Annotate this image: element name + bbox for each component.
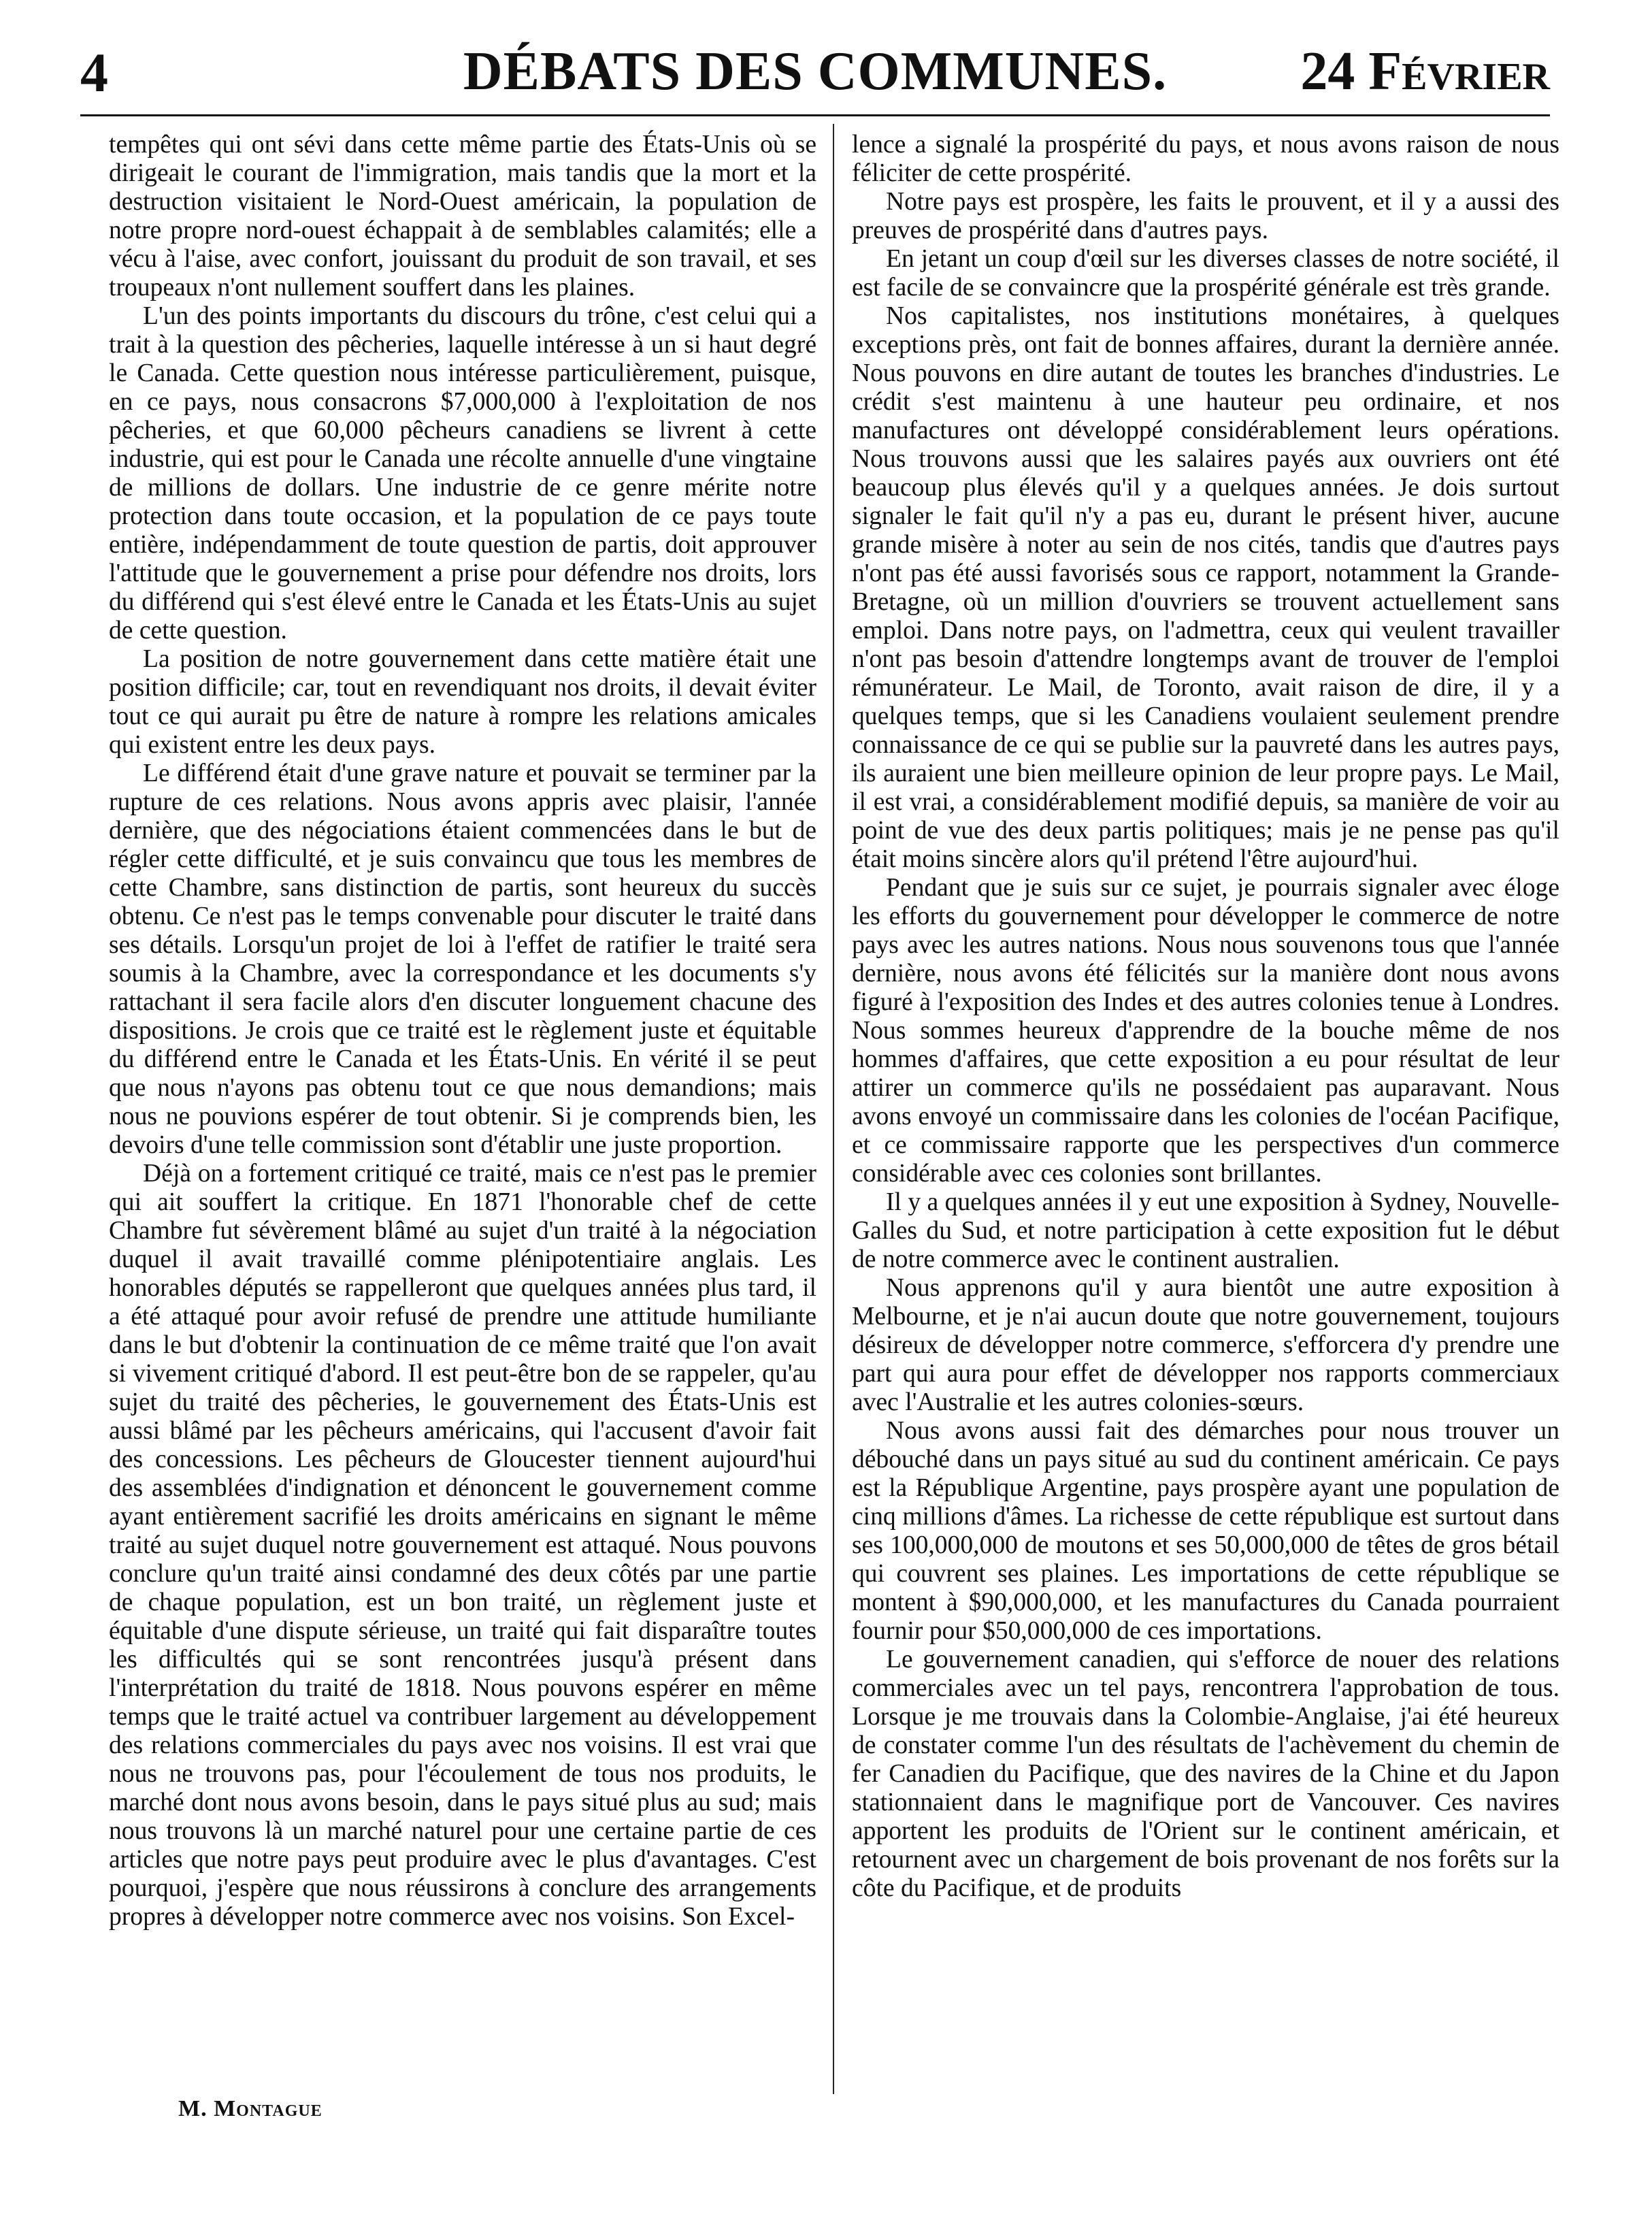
- paragraph: Notre pays est prospère, les faits le prouvent, et il y a aussi des preuves de prospérité dans d'autres pays.: [852, 188, 1559, 244]
- column-divider: [833, 124, 834, 2094]
- paragraph: La position de notre gouvernement dans cette matière était une position difficile; car, tout en revendiquant nos droits, il devait éviter tout ce qui aurait pu être de nature à rompre les relations amicales qui existent entre les deux pays.: [109, 645, 816, 759]
- paragraph: Déjà on a fortement critiqué ce traité, mais ce n'est pas le premier qui ait souffert la critique. En 1871 l'honorable chef de cette Chambre fut sévèrement blâmé au sujet d'un traité à la négociation duquel il avait travaillé comme plénipotentiaire anglais. Les honorables députés se rappelleront que quelques années plus tard, il a été attaqué pour avoir refusé de prendre une attitude humiliante dans le but d'obtenir la continuation de ce même traité que l'on avait si vivement critiqué d'abord. Il est peut-être bon de se rappeler, qu'au sujet du traité des pêcheries, le gouvernement des États-Unis est aussi blâmé par les pêcheurs américains, qui l'accusent d'avoir fait des concessions. Les pêcheurs de Gloucester tiennent aujourd'hui des assemblées d'indignation et dénoncent le gouvernement comme ayant entièrement sacrifié les droits américains en signant le même traité au sujet duquel notre gouvernement est attaqué. Nous pouvons conclure qu'un traité ainsi condamné des deux côtés par une partie de chaque population, est un bon traité, un règlement juste et équitable d'une dispute sérieuse, un traité qui fait disparaître toutes les difficultés qui se sont rencontrées jusqu'à présent dans l'interprétation du traité de 1818. Nous pouvons espérer en même temps que le traité actuel va contribuer largement au développement des relations commerciales du pays avec nos voisins. Il est vrai que nous ne trouvons pas, pour l'écoulement de tous nos produits, le marché dont nous avons besoin, dans le pays situé plus au sud; mais nous trouvons là un marché naturel pour une certaine partie de ces articles que notre pays peut produire avec le plus d'avantages. C'est pourquoi, j'espère que nous réussirons à conclure des arrangements propres à développer notre commerce avec nos voisins. Son Excel-: [109, 1160, 816, 1931]
- paragraph: Il y a quelques années il y eut une exposition à Sydney, Nouvelle-Galles du Sud, et notre participation à cette exposition fut le début de notre commerce avec le continent australien.: [852, 1188, 1560, 1273]
- right-column: [852, 131, 1559, 1903]
- paragraph: Nous avons aussi fait des démarches pour nous trouver un débouché dans un pays situé au sud du continent américain. Ce pays est la République Argentine, pays prospère ayant une population de cinq millions d'âmes. La richesse de cette république est surtout dans ses 100,000,000 de moutons et ses 50,000,000 de têtes de gros bétail qui couvrent ses plaines. Les importations de cette république se montent à $90,000,000, et les manufactures du Canada pourraient fournir pour $50,000,000 de ces importations.: [852, 1417, 1559, 1645]
- paragraph: tempêtes qui ont sévi dans cette même partie des États-Unis où se dirigeait le courant de l'immigration, mais tandis que la mort et la destruction visitaient le Nord-Ouest américain, la population de notre propre nord-ouest échappait à de semblables calamités; elle a vécu à l'aise, avec confort, jouissant du produit de son travail, et ses troupeaux n'ont nullement souffert dans les plaines.: [109, 131, 816, 301]
- paragraph: L'un des points importants du discours du trône, c'est celui qui a trait à la question des pêcheries, laquelle intéresse à un si haut degré le Canada. Cette question nous intéresse particulièrement, puisque, en ce pays, nous consacrons $7,000,000 à l'exploitation de nos pêcheries, et que 60,000 pêcheurs canadiens se livrent à cette industrie, qui est pour le Canada une récolte annuelle d'une vingtaine de millions de dollars. Une industrie de ce genre mérite notre protection dans toute occasion, et la population de ce pays toute entière, indépendamment de toute question de partis, doit approuver l'attitude que le gouvernement a prise pour défendre nos droits, lors du différend qui s'est élevé entre le Canada et les États-Unis au sujet de cette question.: [109, 302, 816, 644]
- paragraph: Nous apprenons qu'il y aura bientôt une autre exposition à Melbourne, et je n'ai aucun doute que notre gouvernement, toujours désireux de développer notre commerce, s'efforcera d'y prendre une part qui aura pour effet de développer nos rapports commerciaux avec l'Australie et les autres colonies-sœurs.: [852, 1274, 1559, 1416]
- paragraph: Le différend était d'une grave nature et pouvait se terminer par la rupture de ces relations. Nous avons appris avec plaisir, l'année dernière, que des négociations étaient commencées dans le but de régler cette difficulté, et je suis convaincu que tous les membres de cette Chambre, sans distinction de partis, sont heureux du succès obtenu. Ce n'est pas le temps convenable pour discuter le traité dans ses détails. Lorsqu'un projet de loi à l'effet de ratifier le traité sera soumis à la Chambre, avec la correspondance et les documents s'y rattachant il sera facile alors d'en discuter longuement chacune des dispositions. Je crois que ce traité est le règlement juste et équitable du différend entre le Canada et les États-Unis. En vérité il se peut que nous n'ayons pas obtenu tout ce que nous demandions; mais nous ne pouvions espérer de tout obtenir. Si je comprends bien, les devoirs d'une telle commission sont d'établir une juste proportion.: [109, 759, 816, 1159]
- header-rule: [80, 114, 1550, 116]
- paragraph: Le gouvernement canadien, qui s'efforce de nouer des relations commerciales avec un tel pays, rencontrera l'approbation de tous. Lorsque je me trouvais dans la Colombie-Anglaise, j'ai été heureux de constater comme l'un des résultats de l'achèvement du chemin de fer Canadien du Pacifique, que des navires de la Chine et du Japon stationnaient dans le magnifique port de Vancouver. Ces navires apportent les produits de l'Orient sur le continent américain, et retournent avec un chargement de bois provenant de nos forêts sur la côte du Pacifique, et de produits: [852, 1646, 1559, 1902]
- paragraph: Nos capitalistes, nos institutions monétaires, à quelques exceptions près, ont fait de bonnes affaires, durant la dernière année. Nous pouvons en dire autant de toutes les branches d'industries. Le crédit s'est maintenu à une hauteur peu ordinaire, et nos manufactures ont développé considérablement leurs opérations. Nous trouvons aussi que les salaires payés aux ouvriers ont été beaucoup plus élevés qu'il y a quelques années. Je dois surtout signaler le fait qu'il n'y a pas eu, durant le présent hiver, aucune grande misère à noter au sein de nos cités, tandis que d'autres pays n'ont pas été aussi favorisés sous ce rapport, notamment la Grande-Bretagne, où un million d'ouvriers se trouvent actuellement sans emploi. Dans notre pays, on l'admettra, ceux qui veulent travailler n'ont pas besoin d'attendre longtemps avant de trouver de l'emploi rémunérateur. Le Mail, de Toronto, avait raison de dire, il y a quelques temps, que si les Canadiens voulaient seulement prendre connaissance de ce qui se publie sur la pauvreté dans les autres pays, ils auraient une bien meilleure opinion de leur propre pays. Le Mail, il est vrai, a considérablement modifié depuis, sa manière de voir au point de vue des deux partis politiques; mais je ne pense pas qu'il était moins sincère alors qu'il prétend l'être aujourd'hui.: [852, 302, 1559, 873]
- paragraph: Pendant que je suis sur ce sujet, je pourrais signaler avec éloge les efforts du gouvernement pour développer le commerce de notre pays avec les autres nations. Nous nous souvenons tous que l'année dernière, nous avons été félicités sur la manière dont nous avons figuré à l'exposition des Indes et des autres colonies tenue à Londres. Nous sommes heureux d'apprendre de la bouche même de nos hommes d'affaires, que cette exposition a eu pour résultat de leur attirer un commerce qu'ils ne possédaient pas auparavant. Nous avons envoyé un commissaire dans les colonies de l'océan Pacifique, et ce commissaire rapporte que les perspectives d'un commerce considérable avec ces colonies sont brillantes.: [852, 874, 1559, 1188]
- paragraph: En jetant un coup d'œil sur les diverses classes de notre société, il est facile de se convaincre que la prospérité générale est très grande.: [852, 245, 1559, 301]
- page-number: 4: [80, 42, 108, 103]
- speaker-footer: M. Montague: [178, 2096, 323, 2121]
- paragraph: lence a signalé la prospérité du pays, et nous avons raison de nous féliciter de cette prospérité.: [852, 131, 1559, 187]
- page-date: 24 Février: [1300, 42, 1550, 101]
- page-header: [80, 35, 1550, 110]
- journal-title: DÉBATS DES COMMUNES.: [463, 42, 1168, 101]
- left-column: [109, 131, 816, 1931]
